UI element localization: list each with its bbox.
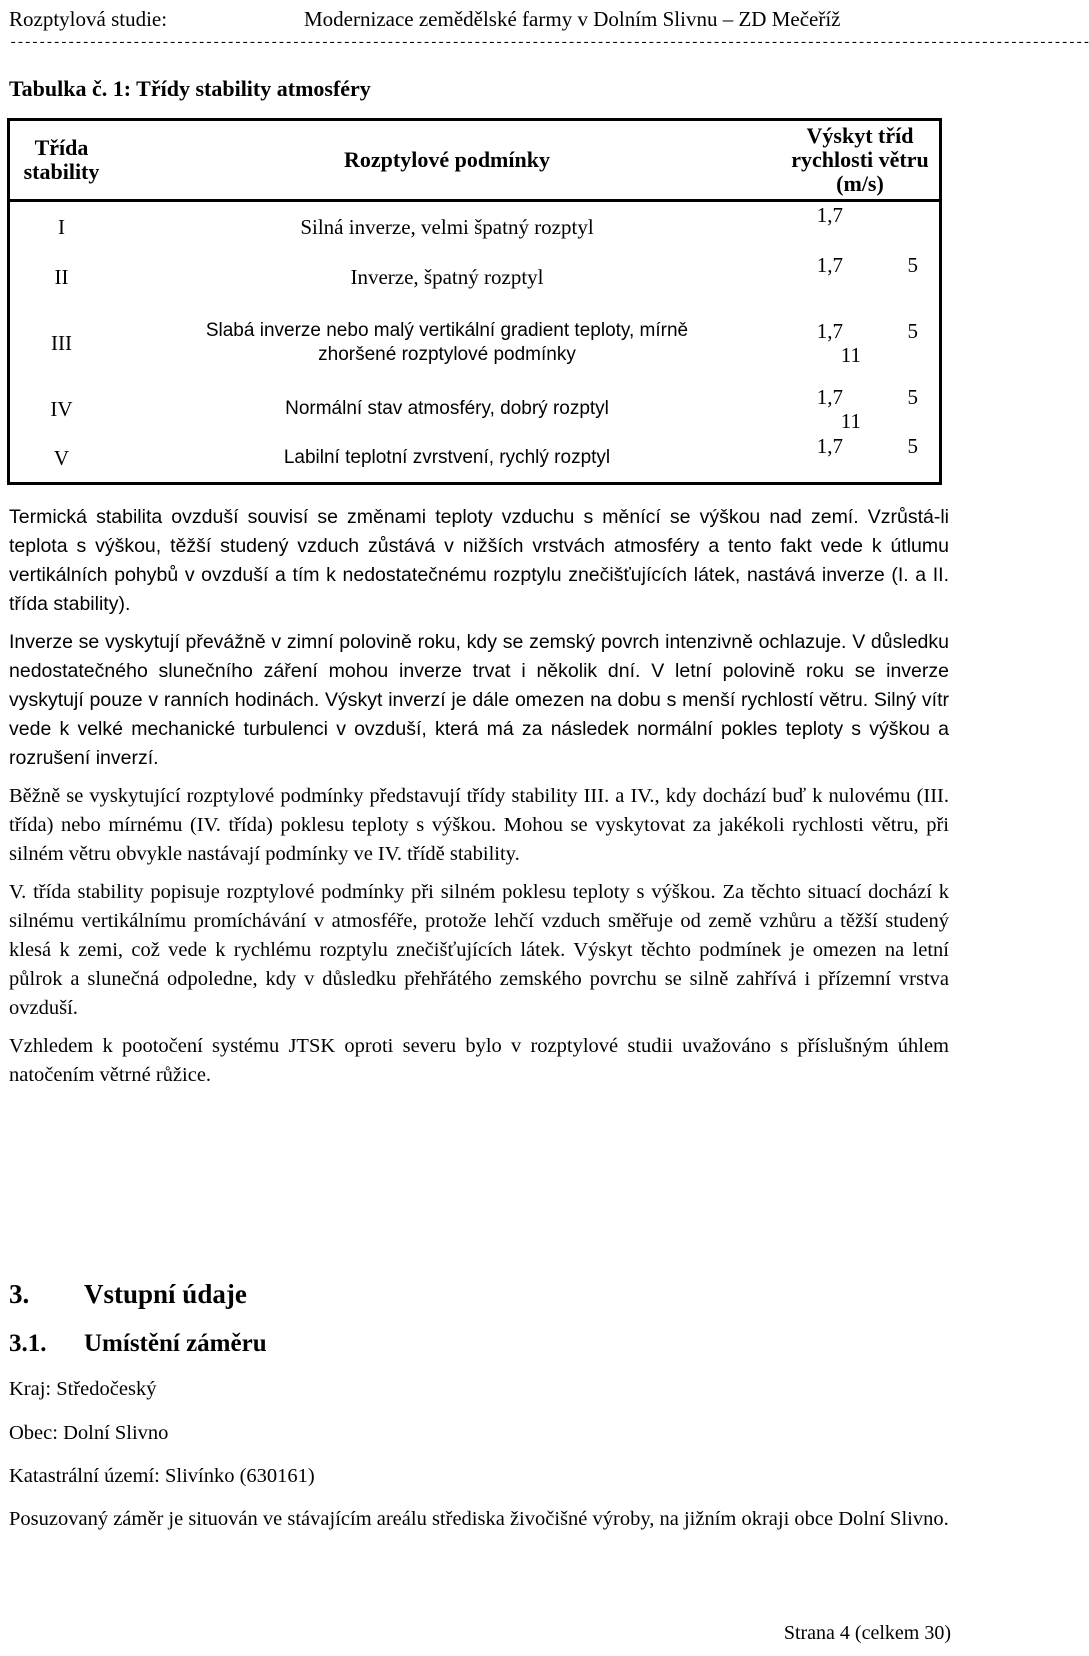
table-caption: Tabulka č. 1: Třídy stability atmosféry: [9, 76, 371, 101]
header-wind-speed: Výskyt tříd rychlosti větru (m/s): [781, 120, 941, 201]
table-row: [9, 201, 941, 253]
row-class: II: [54, 265, 69, 289]
speed-value: 1,7: [816, 203, 843, 227]
row-class: III: [51, 331, 72, 355]
table-row: [9, 252, 941, 302]
speed-value: 5: [907, 319, 918, 343]
section-title: Vstupní údaje: [84, 1279, 247, 1309]
table-row: [9, 384, 941, 434]
paragraph-thermal-stability: Termická stabilita ovzduší souvisí se změnami teploty vzduchu s měnící se výškou nad zemí. Vzrůstá-li teplota s výškou, těžší studený vzduch zůstává v nižších vrstvách atmosféry a tento fakt vede k útlumu vertikálních pohybů v ovzduší a tím k nedostatečnému rozptylu znečišťujících látek, nastává inverze (I. a II. třída stability).: [9, 506, 949, 615]
row-speeds: [781, 384, 941, 434]
section-number: 3.: [9, 1279, 30, 1309]
row-speeds: [781, 302, 941, 384]
row-speeds: [781, 434, 941, 484]
row-class: V: [53, 446, 70, 470]
table-row: [9, 302, 941, 384]
speed-value: 1,7: [816, 385, 843, 409]
row-class: IV: [50, 397, 73, 421]
stability-table: [7, 118, 942, 485]
speed-value: 1,7: [816, 434, 843, 458]
header-conditions: Rozptylové podmínky: [113, 120, 781, 201]
header-project-title: Modernizace zemědělské farmy v Dolním Slivnu – ZD Mečeříž: [304, 7, 841, 31]
subsection-title: Umístění záměru: [84, 1330, 267, 1357]
location-description: Posuzovaný záměr je situován ve stávajícím areálu střediska živočišné výroby, na jižním okraji obce Dolní Slivno.: [9, 1508, 949, 1530]
body-text: [9, 503, 949, 1099]
row-class: I: [58, 215, 65, 239]
location-cadastre: Katastrální území: Slivínko (630161): [9, 1465, 315, 1487]
speed-value: 11: [840, 343, 861, 367]
row-condition: Inverze, špatný rozptyl: [350, 265, 544, 289]
paragraph-class-v: V. třída stability popisuje rozptylové podmínky při silném poklesu teploty s výškou. Za těchto situací dochází k silnému vertikálnímu promíchávání v atmosféře, protože lehčí vzduch směřuje od země vzhůru a těžší studený klesá k zemi, což vede k rychlému rozptylu znečišťujících látek. Výskyt těchto podmínek je omezen na letní půlrok a slunečná odpoledne, kdy v důsledku přehřátého zemského povrchu se silně zahřívá i přízemní vrstva ovzduší.: [9, 881, 949, 1019]
paragraph-common-conditions: Běžně se vyskytující rozptylové podmínky představují třídy stability III. a IV., kdy dochází buď k nulovému (III. třída) nebo mírnému (IV. třída) poklesu teploty s výškou. Mohou se vyskytovat za jakékoli rychlosti větru, při silném větru obvykle nastávají podmínky ve IV. třídě stability.: [9, 785, 949, 865]
speed-value: 11: [840, 409, 861, 433]
row-condition: Slabá inverze nebo malý vertikální gradient teploty, mírně zhoršené rozptylové podmínky: [205, 320, 689, 365]
paragraph-jtsk: Vzhledem k pootočení systému JTSK oproti severu bylo v rozptylové studii uvažováno s příslušným úhlem natočením větrné růžice.: [9, 1035, 949, 1086]
subsection-heading: [9, 1330, 267, 1358]
speed-value: 5: [907, 385, 918, 409]
table-row: [9, 434, 941, 484]
paragraph-inversions: Inverze se vyskytují převážně v zimní polovině roku, kdy se zemský povrch intenzivně ochlazuje. V důsledku nedostatečného slunečního záření mohou inverze trvat i několik dní. V letní polovině roku se inverze vyskytují pouze v ranních hodinách. Výskyt inverzí je dále omezen na dobu s menší rychlostí větru. Silný vítr vede k velké mechanické turbulenci v ovzduší, která má za následek normální pokles teploty s výškou a rozrušení inverzí.: [9, 631, 949, 769]
location-region: Kraj: Středočeský: [9, 1378, 157, 1400]
location-municipality: Obec: Dolní Slivno: [9, 1422, 169, 1444]
row-condition: Normální stav atmosféry, dobrý rozptyl: [285, 398, 609, 419]
header-study-label: Rozptylová studie:: [9, 7, 168, 31]
row-condition: Silná inverze, velmi špatný rozptyl: [300, 215, 594, 239]
header-class: Třída stability: [9, 120, 114, 201]
header-rule: -----------------------------------------------------------------------------------------------------------------------------------------------------: [9, 35, 1089, 51]
subsection-number: 3.1.: [9, 1330, 47, 1357]
section-heading: [9, 1279, 247, 1310]
speed-value: 1,7: [816, 253, 843, 277]
speed-value: 1,7: [816, 319, 843, 343]
page-number: Strana 4 (celkem 30): [783, 1622, 951, 1644]
row-speeds: [781, 252, 941, 302]
row-speeds: [781, 201, 941, 253]
page-header: [9, 4, 1089, 51]
table-header-row: [9, 120, 941, 201]
speed-value: 5: [907, 434, 918, 458]
row-condition: Labilní teplotní zvrstvení, rychlý rozptyl: [283, 447, 611, 468]
speed-value: 5: [907, 253, 918, 277]
